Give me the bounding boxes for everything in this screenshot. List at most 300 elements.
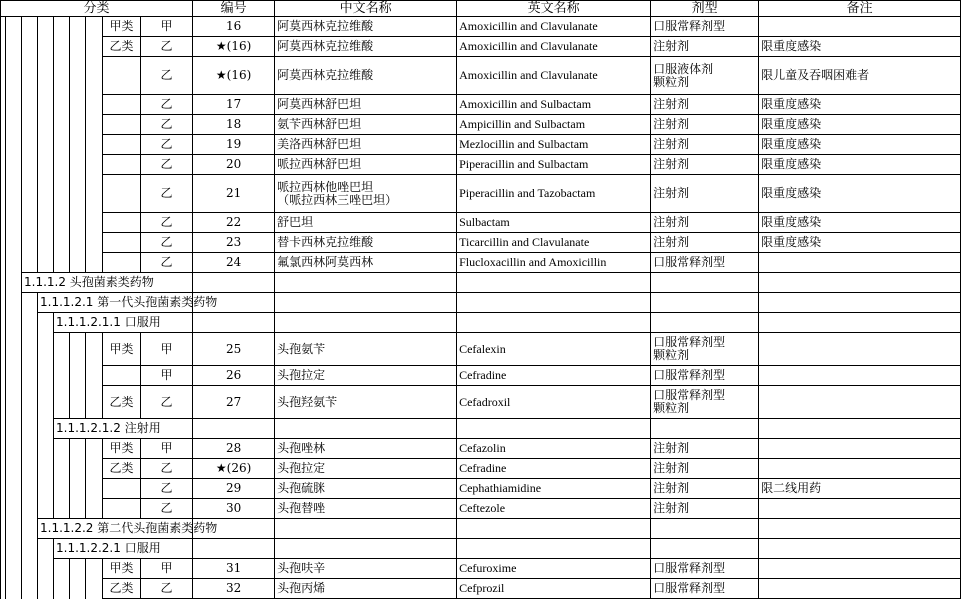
tree-indent [38,115,54,135]
cn-name-cell: 头孢羟氨苄 [275,386,457,419]
tree-indent [70,366,86,386]
tree-indent [22,17,38,37]
tree-indent [38,253,54,273]
grade-cell: 乙 [141,253,193,273]
remarks-cell [759,273,961,293]
table-row [1,253,961,273]
tree-indent [70,579,86,599]
category-heading: 1.1.1.2.1.2 注射用 [54,419,193,439]
dosage-form-cell: 注射剂 [651,459,759,479]
dosage-form-cell [651,313,759,333]
code-cell: 26 [193,366,275,386]
dosage-form-cell: 注射剂 [651,213,759,233]
tree-indent [22,519,38,539]
code-cell: 16 [193,17,275,37]
cn-name-cell: 头孢唑林 [275,439,457,459]
dosage-form-cell: 注射剂 [651,479,759,499]
grade-cell: 乙 [141,386,193,419]
table-row [1,175,961,213]
code-cell: 23 [193,233,275,253]
tree-indent [70,37,86,57]
dosage-form-cell: 注射剂 [651,499,759,519]
cn-name-cell: 阿莫西林舒巴坦 [275,95,457,115]
tree-indent [6,479,22,499]
table-row [1,37,961,57]
code-cell [193,539,275,559]
tree-indent [70,17,86,37]
en-name-cell: Cephathiamidine [457,479,651,499]
remarks-cell [759,386,961,419]
remarks-cell [759,519,961,539]
tree-indent [6,213,22,233]
tree-indent [38,479,54,499]
tree-indent [38,37,54,57]
remarks-cell [759,293,961,313]
tree-indent [86,386,103,419]
tree-indent [22,579,38,599]
remarks-cell [759,439,961,459]
tree-indent [22,333,38,366]
table-row [1,579,961,599]
grade-cell: 乙 [141,37,193,57]
tree-indent [6,253,22,273]
table-row [1,57,961,95]
en-name-cell: Amoxicillin and Clavulanate [457,57,651,95]
code-cell [193,419,275,439]
tree-indent [22,233,38,253]
cn-name-cell: 头孢拉定 [275,366,457,386]
code-cell: 27 [193,386,275,419]
cn-name-cell: 阿莫西林克拉维酸 [275,57,457,95]
cn-name-cell [275,519,457,539]
en-name-cell [457,519,651,539]
tree-indent [38,175,54,213]
dosage-form-cell: 口服常释剂型 [651,366,759,386]
cn-name-cell [275,293,457,313]
cn-name-cell: 头孢氨苄 [275,333,457,366]
en-name-cell: Cefradine [457,366,651,386]
header-row [1,1,961,17]
cn-name-cell: 阿莫西林克拉维酸 [275,37,457,57]
tree-indent [38,419,54,439]
code-cell: 18 [193,115,275,135]
tree-indent [54,253,70,273]
category-row [1,539,961,559]
dosage-form-cell: 注射剂 [651,439,759,459]
tree-indent [22,253,38,273]
grade-cell: 乙 [141,499,193,519]
tree-indent [22,175,38,213]
tree-indent [54,386,70,419]
category-row [1,273,961,293]
en-name-cell: Cefuroxime [457,559,651,579]
cn-name-cell: 头孢拉定 [275,459,457,479]
remarks-cell [759,366,961,386]
code-cell: 32 [193,579,275,599]
tree-indent [22,439,38,459]
grade-cell: 乙 [141,155,193,175]
category-heading: 1.1.1.2.2.1 口服用 [54,539,193,559]
table-row [1,333,961,366]
class-cell: 甲类 [103,559,141,579]
remarks-cell: 限二线用药 [759,479,961,499]
cn-name-cell: 头孢呋辛 [275,559,457,579]
table-row [1,115,961,135]
grade-cell: 乙 [141,459,193,479]
cn-name-cell: 阿莫西林克拉维酸 [275,17,457,37]
tree-indent [38,539,54,559]
en-name-cell: Mezlocillin and Sulbactam [457,135,651,155]
table-row [1,213,961,233]
dosage-form-cell: 口服常释剂型 颗粒剂 [651,386,759,419]
tree-indent [86,95,103,115]
header-category: 分类 [1,1,193,17]
tree-indent [70,155,86,175]
tree-indent [70,57,86,95]
header-cn-name: 中文名称 [275,1,457,17]
tree-indent [38,155,54,175]
tree-indent [54,366,70,386]
category-row [1,293,961,313]
tree-indent [86,439,103,459]
tree-indent [70,233,86,253]
tree-indent [6,539,22,559]
en-name-cell: Cefazolin [457,439,651,459]
dosage-form-cell: 注射剂 [651,155,759,175]
tree-indent [6,499,22,519]
tree-indent [22,135,38,155]
tree-indent [38,95,54,115]
cn-name-cell: 替卡西林克拉维酸 [275,233,457,253]
tree-indent [54,479,70,499]
tree-indent [54,17,70,37]
en-name-cell: Ampicillin and Sulbactam [457,115,651,135]
dosage-form-cell [651,273,759,293]
class-cell [103,57,141,95]
tree-indent [86,459,103,479]
cn-name-cell: 美洛西林舒巴坦 [275,135,457,155]
dosage-form-cell [651,419,759,439]
tree-indent [70,115,86,135]
remarks-cell [759,459,961,479]
tree-indent [6,559,22,579]
tree-indent [54,333,70,366]
en-name-cell: Cefalexin [457,333,651,366]
grade-cell: 甲 [141,559,193,579]
tree-indent [86,213,103,233]
tree-indent [6,386,22,419]
cn-name-cell [275,313,457,333]
tree-indent [6,17,22,37]
code-cell: 28 [193,439,275,459]
tree-indent [54,579,70,599]
tree-indent [6,155,22,175]
tree-indent [54,233,70,253]
class-cell: 乙类 [103,386,141,419]
class-cell: 甲类 [103,17,141,37]
grade-cell: 乙 [141,175,193,213]
en-name-cell: Ticarcillin and Clavulanate [457,233,651,253]
tree-indent [6,579,22,599]
remarks-cell [759,253,961,273]
dosage-form-cell: 注射剂 [651,135,759,155]
tree-indent [22,155,38,175]
dosage-form-cell: 注射剂 [651,37,759,57]
category-heading: 1.1.1.2.1.1 口服用 [54,313,193,333]
tree-indent [54,115,70,135]
tree-indent [86,115,103,135]
tree-indent [22,366,38,386]
grade-cell: 甲 [141,366,193,386]
tree-indent [6,57,22,95]
remarks-cell [759,313,961,333]
en-name-cell: Cefadroxil [457,386,651,419]
category-row [1,419,961,439]
en-name-cell [457,273,651,293]
tree-indent [86,135,103,155]
tree-indent [6,366,22,386]
grade-cell: 乙 [141,233,193,253]
cn-name-cell [275,273,457,293]
category-row [1,519,961,539]
tree-indent [6,37,22,57]
tree-indent [86,57,103,95]
en-name-cell [457,313,651,333]
grade-cell: 乙 [141,115,193,135]
class-cell [103,95,141,115]
tree-indent [38,213,54,233]
tree-indent [22,37,38,57]
tree-indent [86,17,103,37]
tree-indent [22,95,38,115]
tree-indent [86,175,103,213]
en-name-cell: Amoxicillin and Sulbactam [457,95,651,115]
remarks-cell [759,559,961,579]
tree-indent [54,155,70,175]
code-cell [193,313,275,333]
tree-indent [22,419,38,439]
tree-indent [38,233,54,253]
tree-indent [6,135,22,155]
tree-indent [6,313,22,333]
grade-cell: 乙 [141,579,193,599]
remarks-cell: 限重度感染 [759,37,961,57]
tree-indent [86,479,103,499]
tree-indent [70,559,86,579]
cn-name-cell [275,419,457,439]
code-cell: ★(26) [193,459,275,479]
grade-cell: 甲 [141,333,193,366]
table-row [1,17,961,37]
remarks-cell: 限重度感染 [759,115,961,135]
tree-indent [6,459,22,479]
tree-indent [70,386,86,419]
tree-indent [54,499,70,519]
tree-indent [38,313,54,333]
tree-indent [38,559,54,579]
code-cell [193,273,275,293]
tree-indent [70,479,86,499]
remarks-cell: 限重度感染 [759,95,961,115]
tree-indent [54,559,70,579]
tree-indent [38,439,54,459]
dosage-form-cell: 口服常释剂型 [651,253,759,273]
grade-cell: 乙 [141,479,193,499]
tree-indent [22,539,38,559]
grade-cell: 乙 [141,135,193,155]
dosage-form-cell [651,293,759,313]
class-cell: 甲类 [103,333,141,366]
dosage-form-cell: 注射剂 [651,175,759,213]
tree-indent [86,499,103,519]
tree-indent [6,115,22,135]
tree-indent [6,419,22,439]
en-name-cell: Sulbactam [457,213,651,233]
dosage-form-cell [651,539,759,559]
tree-indent [22,293,38,313]
code-cell: 19 [193,135,275,155]
en-name-cell: Piperacillin and Sulbactam [457,155,651,175]
dosage-form-cell: 注射剂 [651,95,759,115]
code-cell: 20 [193,155,275,175]
en-name-cell: Flucloxacillin and Amoxicillin [457,253,651,273]
tree-indent [54,213,70,233]
remarks-cell [759,333,961,366]
tree-indent [54,439,70,459]
header-dosage-form: 剂型 [651,1,759,17]
cn-name-cell: 头孢替唑 [275,499,457,519]
cn-name-cell: 舒巴坦 [275,213,457,233]
tree-indent [54,459,70,479]
code-cell: 17 [193,95,275,115]
tree-indent [6,293,22,313]
en-name-cell [457,419,651,439]
class-cell: 乙类 [103,37,141,57]
table-row [1,155,961,175]
tree-indent [86,559,103,579]
tree-indent [38,135,54,155]
class-cell [103,479,141,499]
tree-indent [70,253,86,273]
remarks-cell: 限重度感染 [759,233,961,253]
tree-indent [6,95,22,115]
code-cell: 25 [193,333,275,366]
grade-cell: 甲 [141,17,193,37]
dosage-form-cell: 口服液体剂 颗粒剂 [651,57,759,95]
tree-indent [70,459,86,479]
remarks-cell [759,579,961,599]
tree-indent [22,499,38,519]
en-name-cell: Amoxicillin and Clavulanate [457,17,651,37]
tree-indent [6,333,22,366]
cn-name-cell: 氨苄西林舒巴坦 [275,115,457,135]
tree-indent [22,213,38,233]
dosage-form-cell [651,519,759,539]
en-name-cell: Amoxicillin and Clavulanate [457,37,651,57]
class-cell: 乙类 [103,459,141,479]
remarks-cell: 限重度感染 [759,155,961,175]
class-cell [103,135,141,155]
table-body [1,17,961,599]
table-row [1,366,961,386]
tree-indent [86,366,103,386]
tree-indent [38,386,54,419]
dosage-form-cell: 口服常释剂型 [651,579,759,599]
cn-name-cell: 头孢硫脒 [275,479,457,499]
grade-cell: 乙 [141,57,193,95]
remarks-cell: 限重度感染 [759,175,961,213]
code-cell: 31 [193,559,275,579]
cn-name-cell [275,539,457,559]
tree-indent [38,459,54,479]
cn-name-cell: 氟氯西林阿莫西林 [275,253,457,273]
en-name-cell: Cefradine [457,459,651,479]
table-row [1,499,961,519]
table-row [1,386,961,419]
class-cell [103,366,141,386]
header-remarks: 备注 [759,1,961,17]
tree-indent [86,333,103,366]
tree-indent [38,579,54,599]
tree-indent [22,57,38,95]
en-name-cell: Ceftezole [457,499,651,519]
grade-cell: 乙 [141,95,193,115]
tree-indent [6,439,22,459]
remarks-cell [759,17,961,37]
class-cell: 乙类 [103,579,141,599]
class-cell [103,175,141,213]
en-name-cell [457,293,651,313]
table-row [1,559,961,579]
en-name-cell: Cefprozil [457,579,651,599]
category-heading: 1.1.1.2.2 第二代头孢菌素类药物 [38,519,193,539]
tree-indent [38,499,54,519]
tree-indent [22,386,38,419]
tree-indent [54,57,70,95]
code-cell: 30 [193,499,275,519]
table-row [1,135,961,155]
category-heading: 1.1.1.2.1 第一代头孢菌素类药物 [38,293,193,313]
table-row [1,479,961,499]
tree-indent [6,233,22,253]
tree-indent [86,233,103,253]
dosage-form-cell: 口服常释剂型 [651,559,759,579]
tree-indent [70,499,86,519]
tree-indent [54,37,70,57]
category-row [1,313,961,333]
cn-name-cell: 哌拉西林舒巴坦 [275,155,457,175]
code-cell: 21 [193,175,275,213]
table-row [1,459,961,479]
tree-indent [54,175,70,213]
tree-indent [70,333,86,366]
code-cell: 22 [193,213,275,233]
tree-indent [86,155,103,175]
table-row [1,439,961,459]
header-en-name: 英文名称 [457,1,651,17]
table-row [1,95,961,115]
tree-indent [86,37,103,57]
remarks-cell: 限重度感染 [759,213,961,233]
tree-indent [22,479,38,499]
tree-indent [6,175,22,213]
dosage-form-cell: 注射剂 [651,233,759,253]
tree-indent [70,95,86,115]
tree-indent [70,213,86,233]
table-row [1,233,961,253]
class-cell [103,155,141,175]
tree-indent [54,135,70,155]
